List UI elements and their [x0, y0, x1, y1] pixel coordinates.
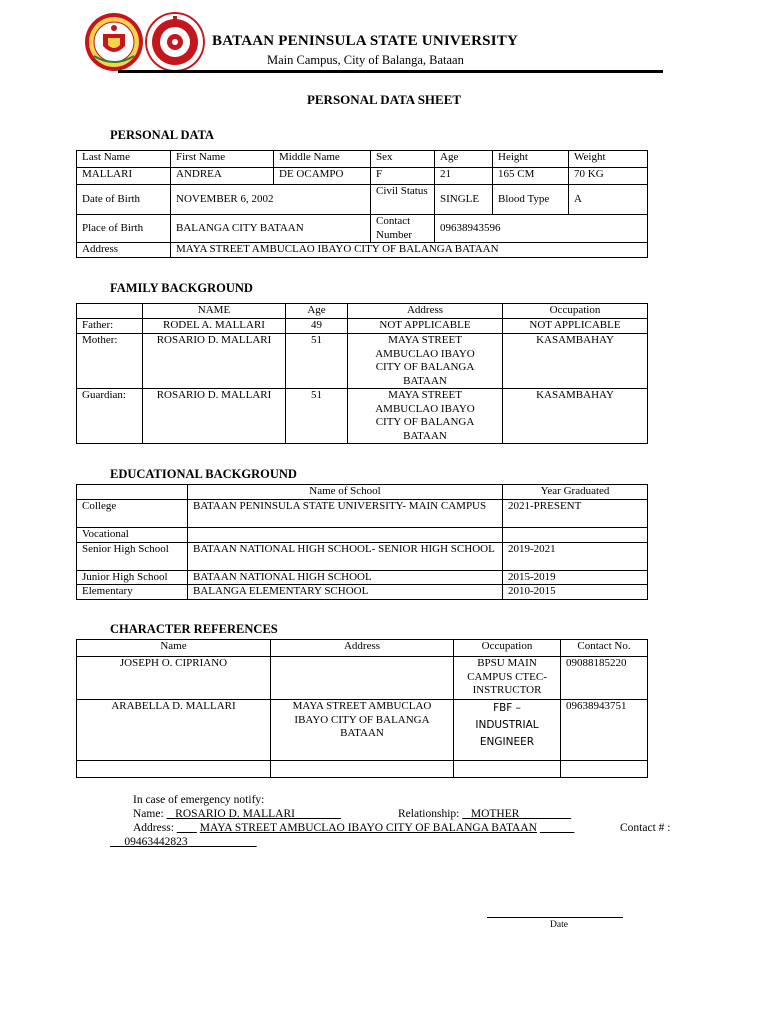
reference-address: [271, 761, 454, 778]
member-address: NOT APPLICABLE: [348, 319, 503, 334]
weight-label: Weight: [569, 151, 648, 168]
table-row: [77, 570, 648, 585]
education-header-school: Name of School: [188, 485, 503, 500]
emergency-name-value: [167, 808, 341, 820]
reference-address: MAYA STREET AMBUCLAO IBAYO CITY OF BALANGA BATAAN: [271, 700, 454, 761]
family-header-age: Age: [286, 304, 348, 319]
personal-data-table: [76, 150, 648, 258]
emergency-address-text: MAYA STREET AMBUCLAO IBAYO CITY OF BALANGA BATAAN: [199, 822, 537, 834]
pob-label: Place of Birth: [77, 215, 171, 243]
reference-occupation: FBF – INDUSTRIAL ENGINEER: [454, 700, 561, 761]
table-row: [77, 334, 648, 389]
education-header-blank: [77, 485, 188, 500]
date-label: Date: [550, 920, 568, 930]
member-address: MAYA STREET AMBUCLAO IBAYO CITY OF BALANGA BATAAN: [348, 389, 503, 444]
year-graduated: 2021-PRESENT: [503, 499, 648, 527]
first-name-value: ANDREA: [171, 168, 274, 185]
educational-background-heading: EDUCATIONAL BACKGROUND: [110, 467, 297, 481]
header-divider: [118, 70, 663, 73]
year-graduated: 2019-2021: [503, 542, 648, 570]
family-header-name: NAME: [143, 304, 286, 319]
education-level: Senior High School: [77, 542, 188, 570]
campus-address: Main Campus, City of Balanga, Bataan: [267, 53, 464, 67]
school-name: BATAAN PENINSULA STATE UNIVERSITY- MAIN CAMPUS: [188, 499, 503, 527]
school-name: BATAAN NATIONAL HIGH SCHOOL- SENIOR HIGH SCHOOL: [188, 542, 503, 570]
reference-address: [271, 657, 454, 700]
blood-type-value: A: [569, 185, 648, 215]
address-value: MAYA STREET AMBUCLAO IBAYO CITY OF BALANGA BATAAN: [171, 243, 648, 258]
reference-name: ARABELLA D. MALLARI: [77, 700, 271, 761]
year-graduated: [503, 527, 648, 542]
table-row: [77, 700, 648, 761]
university-name: BATAAN PENINSULA STATE UNIVERSITY: [212, 33, 518, 49]
family-background-heading: FAMILY BACKGROUND: [110, 281, 253, 295]
member-name: ROSARIO D. MALLARI: [143, 334, 286, 389]
education-level: Vocational: [77, 527, 188, 542]
family-background-table: [76, 303, 648, 444]
emergency-contact-value: [110, 836, 257, 848]
college-seal-logo-icon: [145, 12, 205, 72]
table-row: [77, 527, 648, 542]
height-label: Height: [493, 151, 569, 168]
last-name-value: MALLARI: [77, 168, 171, 185]
emergency-contact-line: [110, 836, 257, 848]
character-references-heading: CHARACTER REFERENCES: [110, 622, 278, 636]
reference-occupation: [454, 761, 561, 778]
civil-status-value: SINGLE: [435, 185, 493, 215]
character-references-table: [76, 639, 648, 778]
contact-number-label: Contact Number: [371, 215, 435, 243]
reference-occupation: BPSU MAIN CAMPUS CTEC-INSTRUCTOR: [454, 657, 561, 700]
table-row: [77, 657, 648, 700]
emergency-intro: In case of emergency notify:: [133, 794, 265, 806]
education-header-year: Year Graduated: [503, 485, 648, 500]
emergency-contact-text: 09463442823: [124, 836, 188, 848]
reference-contact: 09088185220: [561, 657, 648, 700]
blood-type-label: Blood Type: [493, 185, 569, 215]
emergency-relationship-text: MOTHER: [470, 808, 520, 820]
emergency-relationship-value: [462, 808, 571, 820]
relation-label: Mother:: [77, 334, 143, 389]
sex-label: Sex: [371, 151, 435, 168]
reference-contact: [561, 761, 648, 778]
reference-name: JOSEPH O. CIPRIANO: [77, 657, 271, 700]
member-name: ROSARIO D. MALLARI: [143, 389, 286, 444]
table-row: [77, 761, 648, 778]
emergency-relationship-line: [398, 808, 571, 820]
school-name: BALANGA ELEMENTARY SCHOOL: [188, 585, 503, 600]
age-label: Age: [435, 151, 493, 168]
emergency-contact-label: Contact # :: [620, 822, 671, 834]
emergency-address-line: [133, 822, 574, 834]
age-value: 21: [435, 168, 493, 185]
family-header-occupation: Occupation: [503, 304, 648, 319]
weight-value: 70 KG: [569, 168, 648, 185]
education-level: Elementary: [77, 585, 188, 600]
personal-data-heading: PERSONAL DATA: [110, 128, 215, 142]
references-header-occupation: Occupation: [454, 640, 561, 657]
references-header-name: Name: [77, 640, 271, 657]
member-age: 49: [286, 319, 348, 334]
member-occupation: NOT APPLICABLE: [503, 319, 648, 334]
member-address: MAYA STREET AMBUCLAO IBAYO CITY OF BALANGA BATAAN: [348, 334, 503, 389]
emergency-name-line: [133, 808, 341, 820]
school-name: [188, 527, 503, 542]
emergency-address-label: Address:: [133, 822, 174, 834]
last-name-label: Last Name: [77, 151, 171, 168]
member-occupation: KASAMBAHAY: [503, 389, 648, 444]
family-header-blank: [77, 304, 143, 319]
year-graduated: 2010-2015: [503, 585, 648, 600]
relation-label: Guardian:: [77, 389, 143, 444]
sex-value: F: [371, 168, 435, 185]
table-row: [77, 319, 648, 334]
emergency-address-value: [177, 822, 197, 834]
education-level: College: [77, 499, 188, 527]
references-header-address: Address: [271, 640, 454, 657]
dob-label: Date of Birth: [77, 185, 171, 215]
date-signature-line: [487, 917, 623, 918]
member-name: RODEL A. MALLARI: [143, 319, 286, 334]
contact-number-value: 09638943596: [435, 215, 648, 243]
table-row: [77, 542, 648, 570]
reference-contact: 09638943751: [561, 700, 648, 761]
page-title: PERSONAL DATA SHEET: [306, 92, 462, 107]
education-level: Junior High School: [77, 570, 188, 585]
references-header-contact: Contact No.: [561, 640, 648, 657]
emergency-name-text: ROSARIO D. MALLARI: [175, 808, 295, 820]
school-name: BATAAN NATIONAL HIGH SCHOOL: [188, 570, 503, 585]
address-label: Address: [77, 243, 171, 258]
family-header-address: Address: [348, 304, 503, 319]
middle-name-label: Middle Name: [274, 151, 371, 168]
emergency-name-label: Name:: [133, 808, 164, 820]
member-age: 51: [286, 389, 348, 444]
bpsu-seal-logo-icon: [84, 12, 144, 72]
reference-name: [77, 761, 271, 778]
table-row: [77, 389, 648, 444]
pob-value: BALANGA CITY BATAAN: [171, 215, 371, 243]
educational-background-table: [76, 484, 648, 600]
table-row: [77, 585, 648, 600]
height-value: 165 CM: [493, 168, 569, 185]
middle-name-value: DE OCAMPO: [274, 168, 371, 185]
member-occupation: KASAMBAHAY: [503, 334, 648, 389]
member-age: 51: [286, 334, 348, 389]
first-name-label: First Name: [171, 151, 274, 168]
civil-status-label: Civil Status: [371, 185, 435, 215]
relation-label: Father:: [77, 319, 143, 334]
year-graduated: 2015-2019: [503, 570, 648, 585]
table-row: [77, 499, 648, 527]
emergency-address-trail: [540, 822, 575, 834]
emergency-relationship-label: Relationship:: [398, 808, 460, 820]
dob-value: NOVEMBER 6, 2002: [171, 185, 371, 215]
